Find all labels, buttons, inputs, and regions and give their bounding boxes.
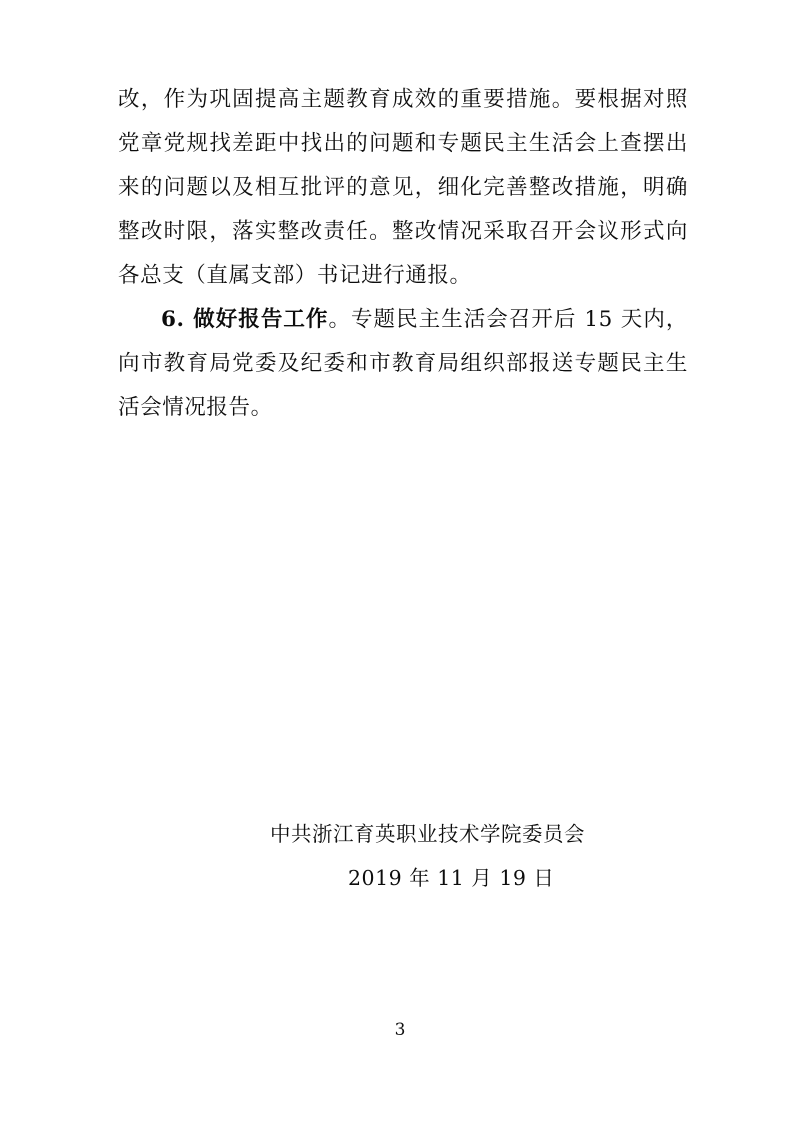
paragraph-item-6-lead: 6. 做好报告工作 bbox=[161, 307, 329, 332]
document-body bbox=[118, 78, 688, 430]
signature-date: 2019 年 11 月 19 日 bbox=[348, 866, 555, 890]
paragraph-continued bbox=[118, 78, 688, 298]
paragraph-item-6-text: 。专题民主生活会召开后 15 天内，向市教育局党委及纪委和市教育局组织部报送专题民主生活会情况报告。 bbox=[118, 307, 688, 420]
paragraph-item-6 bbox=[118, 298, 688, 430]
signature-organization: 中共浙江育英职业技术学院委员会 bbox=[270, 822, 585, 846]
paragraph-continued-text: 改，作为巩固提高主题教育成效的重要措施。要根据对照党章党规找差距中找出的问题和专题民主生活会上查摆出来的问题以及相互批评的意见，细化完善整改措施，明确整改时限，落实整改责任。整改情况采取召开会议形式向各总支（直属支部）书记进行通报。 bbox=[118, 87, 688, 288]
page-number: 3 bbox=[394, 1020, 406, 1040]
signature-block bbox=[270, 812, 690, 900]
